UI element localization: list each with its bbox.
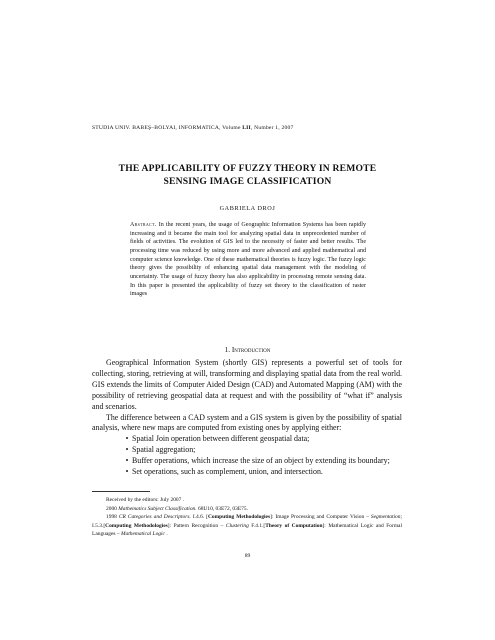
ccs-1-code: I.4.6. [ xyxy=(190,514,208,521)
ccs-2-topic: Clustering xyxy=(225,522,249,529)
ccs-1-description: ]: Image Processing and Computer Vision – xyxy=(270,514,371,521)
bullet-text-1: Spatial Join operation between different geospatial data; xyxy=(132,434,310,444)
footnote-msc xyxy=(92,505,402,514)
abstract-label: Abstract. xyxy=(130,222,157,228)
section-number: 1. xyxy=(224,346,231,354)
bullet-text-3: Buffer operations, which increase the size of an object by extending its boundary; xyxy=(132,456,390,466)
running-head-volume: LII xyxy=(242,125,251,131)
bullet-icon: • xyxy=(125,434,129,444)
running-head-suffix: , Number 1, 2007 xyxy=(250,125,294,131)
paper-title-line-2: SENSING IMAGE CLASSIFICATION xyxy=(163,176,332,187)
author-name: GABRIELA DROJ xyxy=(219,205,276,212)
paragraph-1: Geographical Information System (shortly GIS) represents a powerful set of tools for collecting, storing, retrieving at will, transforming and displaying spatial data from the real world. GIS extends the limits of Computer Aided Design (CAD) and Automated Mapping (AM) with the possibility of retrieving geospatial data at request and with the possibility of “what if” analysis and scenarios. xyxy=(92,358,402,411)
paragraph-2: The difference between a CAD system and a GIS system is given by the possibility of spatial analysis, where new maps are computed from existing ones by applying either: xyxy=(92,412,402,433)
ccs-2-code: ; I.5.3.[ xyxy=(92,514,403,529)
bullet-item-1 xyxy=(92,434,402,445)
bullet-icon: • xyxy=(125,467,129,477)
msc-label: Mathematics Subject Classification. xyxy=(118,505,197,512)
ccs-prefix: 1998 xyxy=(106,514,119,521)
ccs-1-category: Computing Methodologies xyxy=(207,514,271,521)
paper-title xyxy=(95,162,400,188)
ccs-3-description: ]: Mathematical Logic and Formal Languages – xyxy=(92,522,402,538)
bullet-item-2 xyxy=(92,445,402,456)
footnote-received: Received by the editors: July 2007 . xyxy=(106,497,185,503)
running-head xyxy=(92,125,412,131)
ccs-2-category: Computing Methodologies xyxy=(105,522,168,529)
bullet-icon: • xyxy=(125,456,129,466)
footnotes xyxy=(92,496,402,539)
ccs-2-description: ]: Pattern Recognition – xyxy=(167,522,226,529)
ccs-3-category: Theory of Computation xyxy=(265,522,323,529)
abstract-text: In the recent years, the usage of Geographic Information Systems has been rapidly increasing and it became the main tool for analyzing spatial data in unprecedented number of fields of activities. The evolution of GIS led to the necessity of faster and better results. The processing time was reduced by using more and more advanced and applied mathematical and computer science knowledge. One of these mathematical theories is fuzzy logic. The fuzzy logic theory gives the possibility of enhancing spatial data management with the modeling of uncertainty. The usage of fuzzy theory has also applicability in processing remote sensing data. In this paper is presented the applicability of fuzzy set theory to the classification of raster images xyxy=(130,222,366,298)
ccs-1-topic: Segmentation xyxy=(370,514,401,521)
ccs-end: . xyxy=(164,531,168,538)
section-title: Introduction xyxy=(231,346,271,354)
bullet-item-3 xyxy=(92,456,402,467)
ccs-3-code: F.4.1.[ xyxy=(248,522,266,529)
page-number: 89 xyxy=(244,553,251,559)
body-text xyxy=(92,358,402,478)
msc-prefix: 2000 xyxy=(106,505,119,512)
footnote-divider xyxy=(92,491,150,492)
bullet-item-4 xyxy=(92,467,402,478)
paper-title-line-1: THE APPLICABILITY OF FUZZY THEORY IN REMOTE xyxy=(118,163,377,174)
section-heading xyxy=(95,346,400,354)
footnote-ccs xyxy=(92,513,402,539)
msc-codes: 68U10, 03E72, 03E75. xyxy=(196,505,248,512)
ccs-label: CR Categories and Descriptors. xyxy=(118,514,191,521)
abstract xyxy=(130,221,366,299)
bullet-text-2: Spatial aggregation; xyxy=(132,445,196,455)
ccs-3-topic: Mathematical Logic xyxy=(121,531,165,538)
running-head-prefix: STUDIA UNIV. BABEŞ–BOLYAI, INFORMATICA, Volume xyxy=(92,125,243,131)
bullet-text-4: Set operations, such as complement, union, and intersection. xyxy=(132,467,323,477)
bullet-icon: • xyxy=(125,445,129,455)
